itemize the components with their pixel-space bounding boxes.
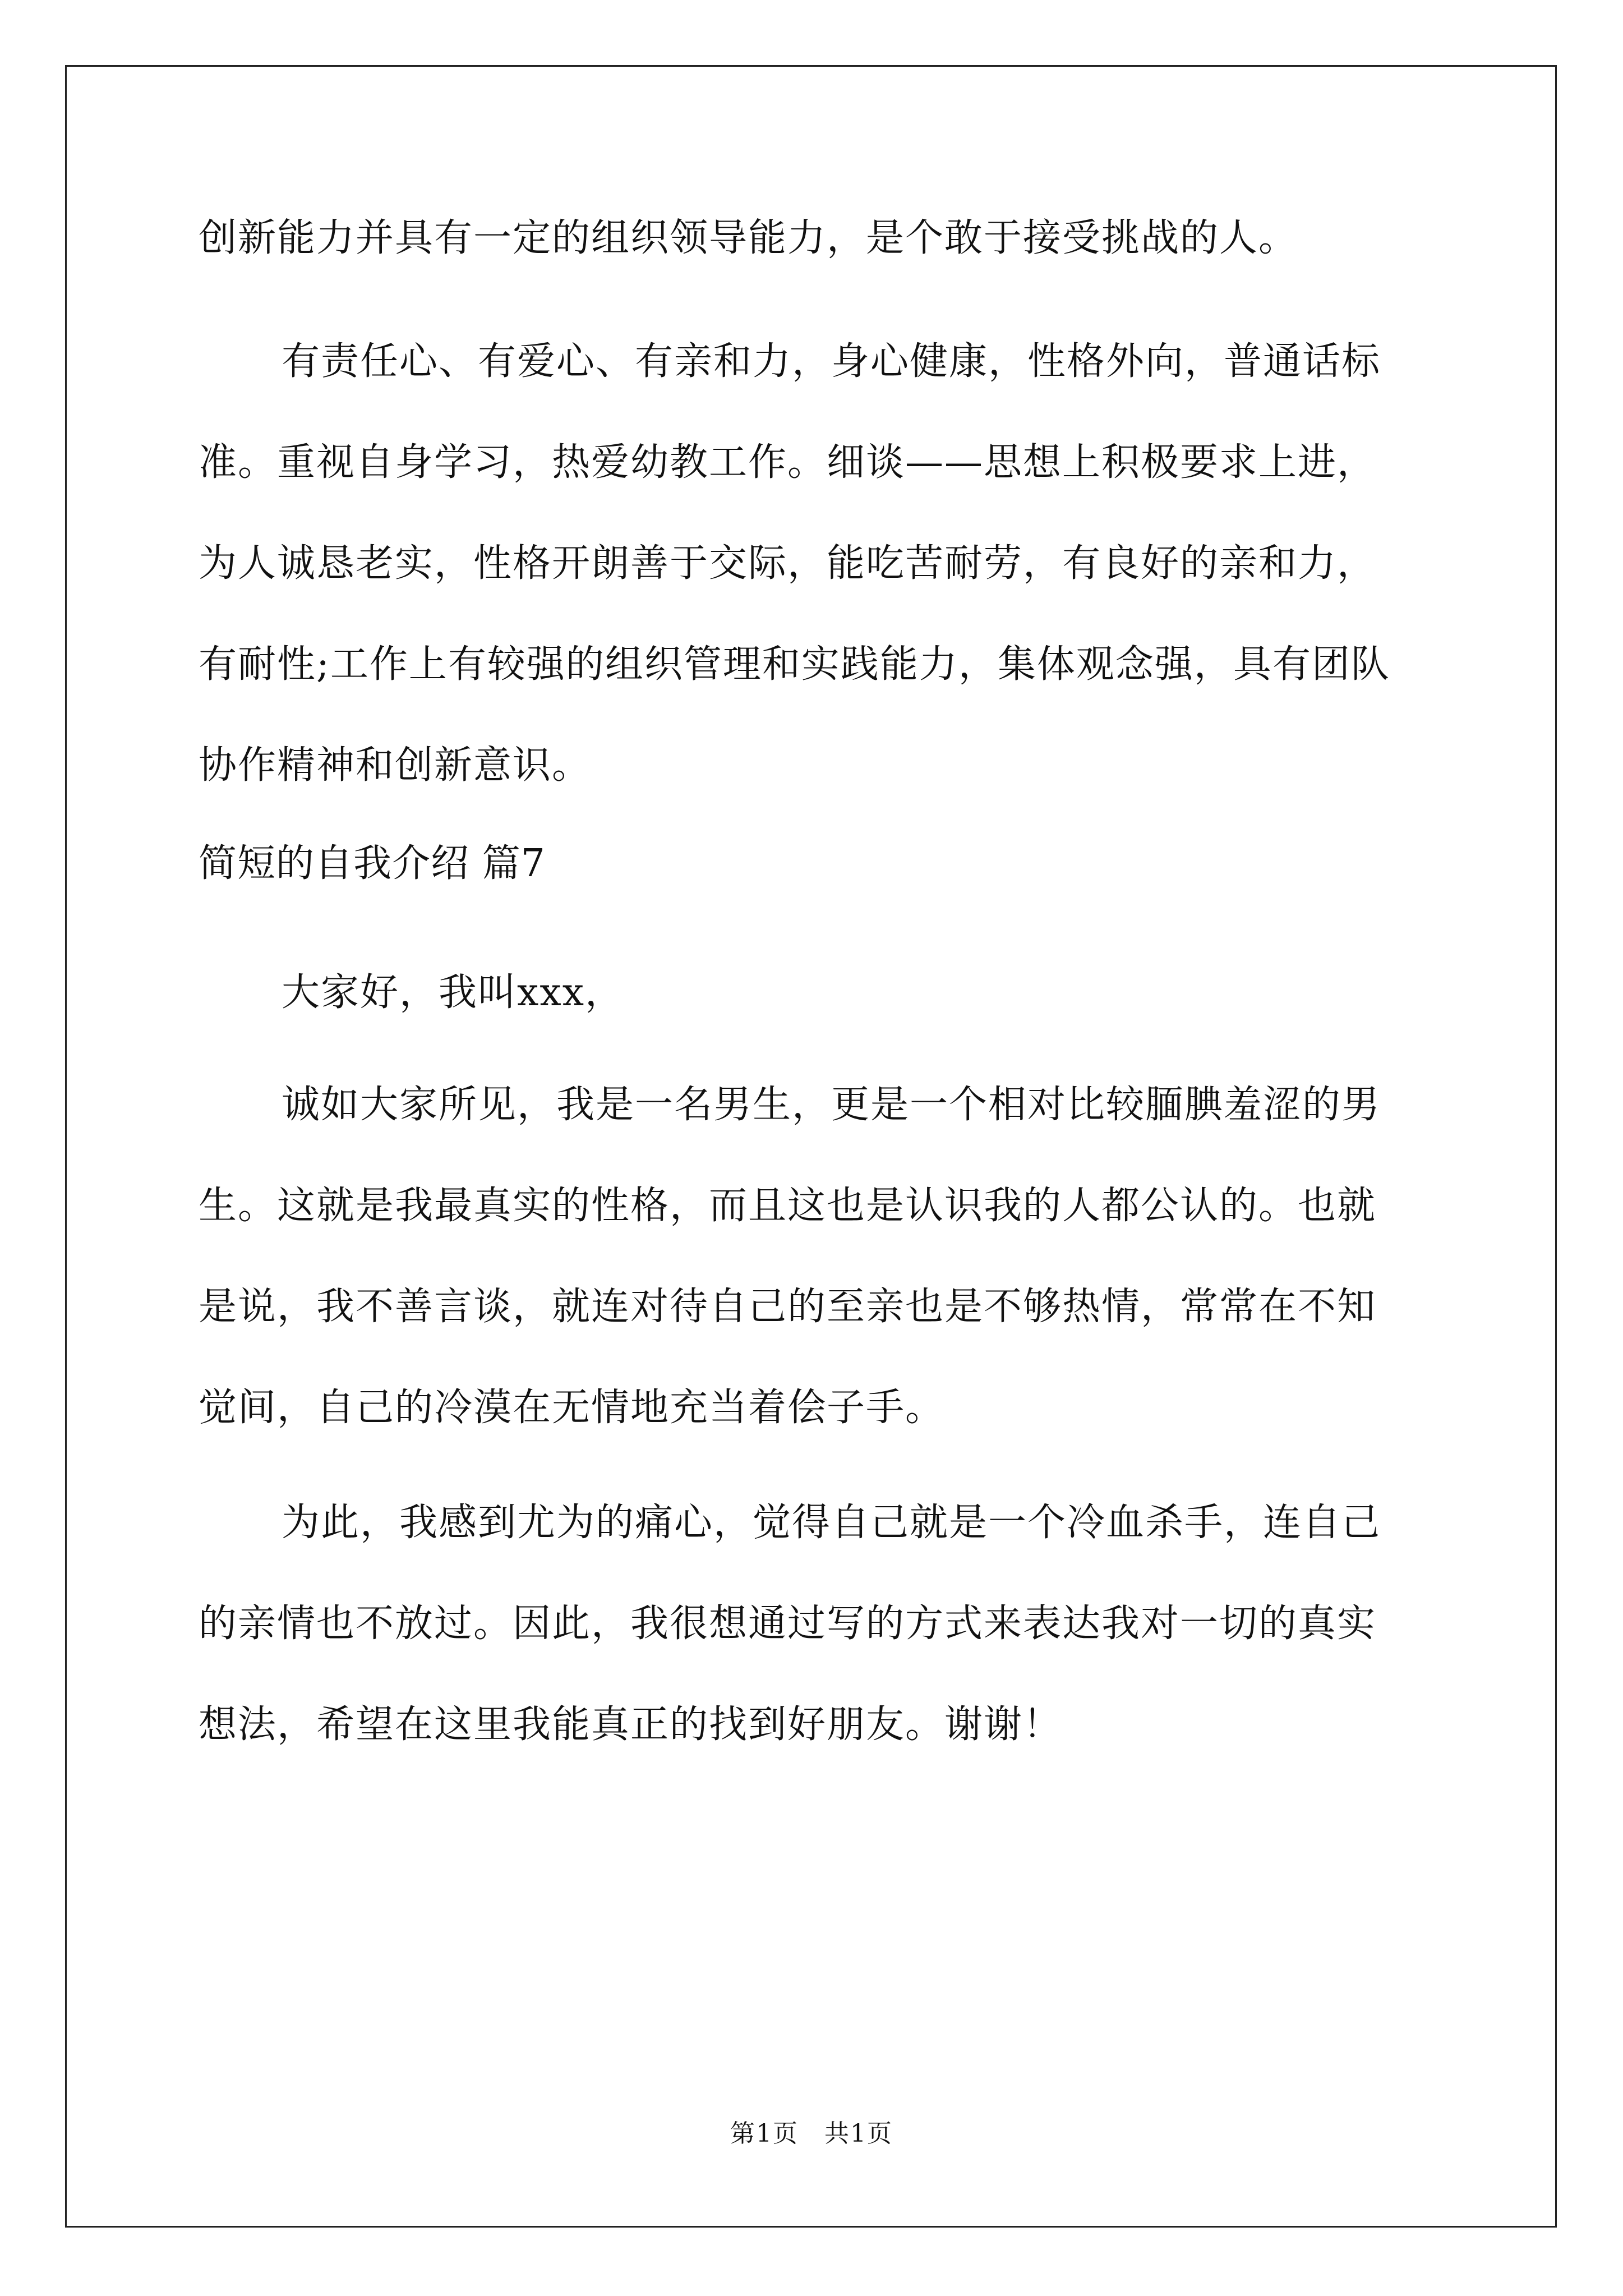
paragraph-line: 觉间，自己的冷漠在无情地充当着侩子手。: [199, 1386, 945, 1430]
paragraph-line: 的亲情也不放过。因此，我很想通过写的方式来表达我对一切的真实: [199, 1602, 1377, 1646]
paragraph-line: 为此，我感到尤为的痛心，觉得自己就是一个冷血杀手，连自己: [282, 1501, 1381, 1545]
paragraph-line: 有耐性;工作上有较强的组织管理和实践能力，集体观念强，具有团队: [199, 642, 1390, 687]
page-number: 第1页 共1页: [730, 2119, 893, 2148]
greeting-line: 大家好，我叫xxx，: [282, 970, 625, 1015]
paragraph-line: 诚如大家所见，我是一名男生，更是一个相对比较腼腆羞涩的男: [282, 1083, 1381, 1127]
page-border: [65, 65, 1557, 2228]
paragraph-line: 是说，我不善言谈，就连对待自己的至亲也是不够热情，常常在不知: [199, 1285, 1377, 1329]
paragraph-line: 生。这就是我最真实的性格，而且这也是认识我的人都公认的。也就: [199, 1184, 1377, 1228]
paragraph-line: 为人诚恳老实，性格开朗善于交际，能吃苦耐劳，有良好的亲和力，: [199, 541, 1377, 586]
paragraph-line: 想法，希望在这里我能真正的找到好朋友。谢谢！: [199, 1703, 1063, 1747]
paragraph-line: 准。重视自身学习，热爱幼教工作。细谈——思想上积极要求上进，: [199, 440, 1377, 485]
paragraph-line: 协作精神和创新意识。: [199, 743, 592, 788]
paragraph-line: 创新能力并具有一定的组织领导能力，是个敢于接受挑战的人。: [199, 216, 1298, 260]
section-heading: 简短的自我介绍 篇7: [199, 841, 546, 886]
paragraph-line: 有责任心、有爱心、有亲和力，身心健康，性格外向，普通话标: [282, 339, 1381, 384]
